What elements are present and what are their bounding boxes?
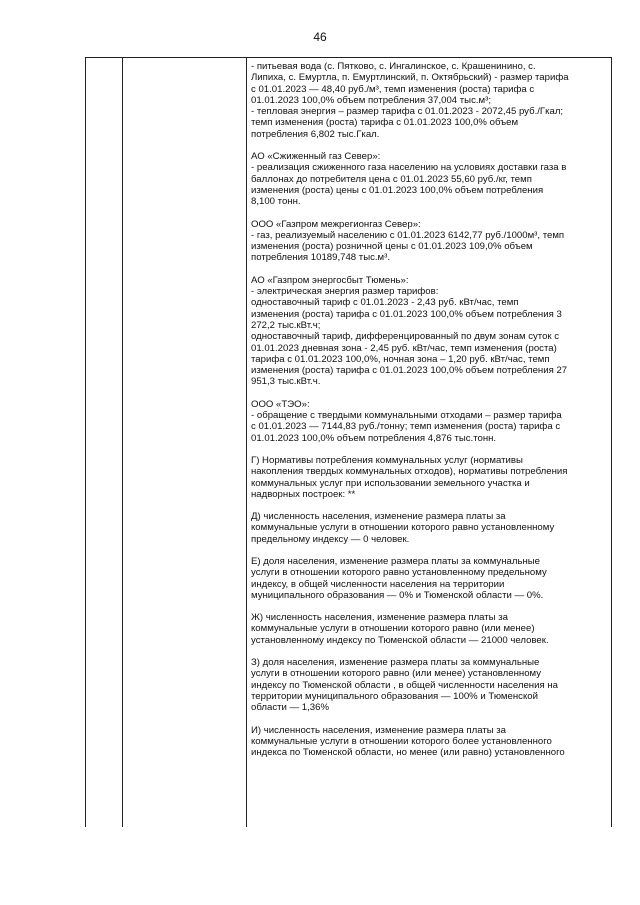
text-paragraph [251, 612, 609, 646]
text-line: Е) доля населения, изменение размера платы за коммунальные [251, 555, 540, 567]
text-line: - электрическая энергия размер тарифов: [251, 286, 439, 298]
text-line: Липиха, с. Емуртла, п. Емуртлинский, п. Октябрьский) - размер тарифа [251, 72, 569, 84]
text-line: - питьевая вода (с. Пятково, с. Ингалинское, с. Крашенинино, с. [251, 61, 536, 72]
text-line: 01.01.2023 100,0% объем потребления 37,004 тыс.м³; [251, 94, 491, 106]
text-line: изменения (роста) тарифа с 01.01.2023 100,0% объем потребления 27 [251, 365, 568, 377]
text-line: Ж) численность населения, изменение размера платы за [251, 612, 508, 624]
text-line: установленному индексу по Тюменской области — 21000 человек. [251, 634, 549, 646]
text-line: - газ, реализуемый населению с 01.01.2023 6142,77 руб./1000м³, темп [251, 229, 565, 241]
text-line: индекса по Тюменской области, но менее (или равно) установленного [251, 747, 565, 759]
text-paragraph [251, 725, 609, 759]
text-paragraph [251, 657, 609, 713]
text-line: индексу по Тюменской области , в общей численности населения на [251, 679, 558, 691]
text-line: с 01.01.2023 — 48,40 руб./м³, темп изменения (роста) тарифа с [251, 83, 535, 95]
text-line: - реализация сжиженного газа населению на условиях доставки газа в [251, 162, 567, 174]
text-paragraph [251, 556, 609, 601]
text-line: ООО «Газпром межрегионгаз Север»: [251, 218, 421, 230]
table-column-divider [122, 58, 123, 827]
text-paragraph [251, 455, 609, 500]
text-line: Д) численность населения, изменение размера платы за [251, 511, 506, 523]
text-line: - обращение с твердыми коммунальными отходами – размер тарифа [251, 410, 562, 422]
text-line: И) численность населения, изменение размера платы за [251, 724, 507, 736]
text-line: накопления твердых коммунальных отходов), нормативы потребления [251, 466, 568, 478]
text-line: коммунальных услуг при использовании земельного участка и [251, 477, 530, 489]
text-line: З) доля населения, изменение размера платы за коммунальные [251, 657, 540, 669]
text-line: одноставочный тариф, дифференцированный по двум зонам суток с [251, 331, 560, 343]
text-line: одноставочный тариф с 01.01.2023 - 2,43 руб. кВт/час, темп [251, 297, 519, 309]
text-line: изменения (роста) цены с 01.01.2023 100,0% объем потребления [251, 184, 544, 196]
text-line: 01.01.2023 100,0% объем потребления 4,876 тыс.тонн. [251, 432, 497, 444]
text-line: с 01.01.2023 — 7144,83 руб./тонну; темп изменения (роста) тарифа с [251, 421, 561, 433]
text-line: индексу, в общей численности населения на территории [251, 578, 505, 590]
text-line: Г) Нормативы потребления коммунальных услуг (нормативы [251, 454, 523, 466]
text-line: тарифа с 01.01.2023 100,0%, ночная зона – 1,20 руб. кВт/час, темп [251, 353, 550, 365]
text-line: муниципального образования — 0% и Тюменской области — 0%. [251, 589, 544, 601]
text-line: ООО «ТЭО»: [251, 398, 310, 410]
page-number: 46 [313, 30, 327, 44]
text-line: 272,2 тыс.кВт.ч; [251, 319, 321, 331]
text-line: коммунальные услуги в отношении которого более установленного [251, 735, 552, 747]
text-line: надворных построек: ** [251, 488, 356, 500]
text-paragraph [251, 511, 609, 545]
text-line: области — 1,36% [251, 702, 330, 714]
text-line: АО «Газпром энергосбыт Тюмень»: [251, 274, 409, 286]
text-line: коммунальные услуги в отношении которого равно установленному [251, 522, 555, 534]
text-paragraph [251, 151, 609, 207]
text-paragraph [251, 399, 609, 444]
text-line: баллонах до потребителя цена с 01.01.2023 55,60 руб./кг, темп [251, 173, 532, 185]
text-line: территории муниципального образования — 100% и Тюменской [251, 690, 538, 702]
text-line: коммунальные услуги в отношении которого равно (или менее) [251, 623, 535, 635]
text-line: 951,3 тыс.кВт.ч. [251, 376, 321, 388]
text-line: изменения (роста) розничной цены с 01.01.2023 109,0% объем [251, 241, 533, 253]
text-paragraph [251, 275, 609, 388]
text-paragraph [251, 219, 609, 264]
text-line: 8,100 тонн. [251, 196, 301, 208]
text-line: - тепловая энергия – размер тарифа с 01.01.2023 - 2072,45 руб./Гкал; [251, 106, 564, 118]
text-line: АО «Сжиженный газ Север»: [251, 151, 381, 163]
table-column-divider [246, 58, 247, 827]
document-table [85, 57, 612, 827]
text-line: услуги в отношении которого равно (или менее) установленному [251, 668, 542, 680]
text-line: темп изменения (роста) тарифа с 01.01.2023 100,0% объем [251, 117, 519, 129]
text-line: изменения (роста) тарифа с 01.01.2023 100,0% объем потребления 3 [251, 308, 562, 320]
text-line: 01.01.2023 дневная зона - 2,45 руб. кВт/час, темп изменения (роста) [251, 342, 557, 354]
table-text-cell [251, 61, 609, 769]
text-paragraph [251, 61, 609, 140]
text-line: услуги в отношении которого равно установленному предельному [251, 567, 547, 579]
text-line: предельному индексу — 0 человек. [251, 533, 410, 545]
text-line: потребления 10189,748 тыс.м³. [251, 252, 391, 264]
text-line: потребления 6,802 тыс.Гкал. [251, 128, 380, 140]
